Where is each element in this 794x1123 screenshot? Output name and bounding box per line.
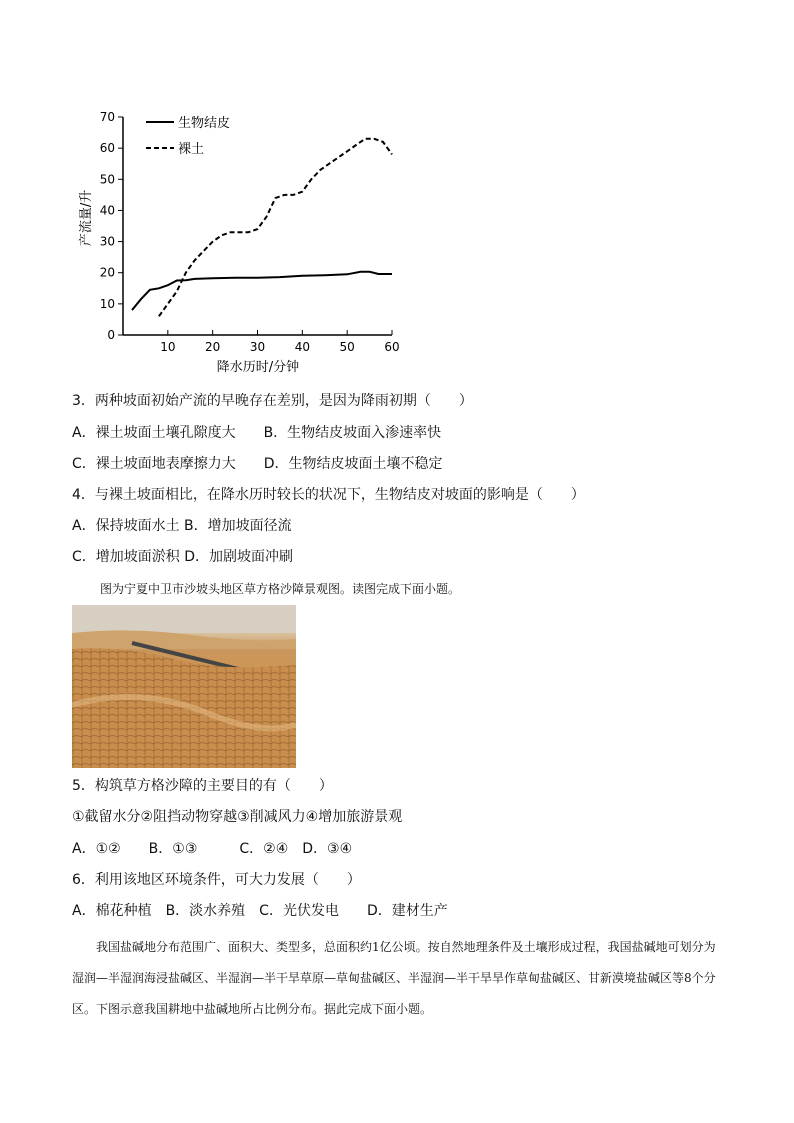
question-4-options-line-1: A．保持坡面水土 B．增加坡面径流: [72, 518, 292, 534]
x-axis-ticks: [160, 330, 399, 354]
intro-sand-barrier: 图为宁夏中卫市沙坡头地区草方格沙障景观图。读图完成下面小题。: [100, 582, 461, 596]
y-tick-label: 30: [99, 234, 115, 249]
x-tick-label: 20: [205, 340, 221, 354]
y-tick-label: 40: [99, 203, 115, 218]
legend-label-biocrust: 生物结皮: [178, 116, 231, 131]
x-tick-label: 10: [160, 340, 176, 354]
question-6-options-line-1: A．棉花种植 B．淡水养殖 C．光伏发电 D．建材生产: [72, 903, 448, 919]
y-axis-ticks: [100, 110, 123, 342]
y-tick-label: 60: [99, 141, 115, 156]
x-axis-label: 降水历时/分钟: [216, 360, 300, 375]
y-tick-label: 10: [99, 296, 115, 311]
question-5-options-line-2: A．①② B．①③ C．②④ D．③④: [72, 841, 353, 857]
runoff-line-chart: [70, 100, 410, 385]
question-5-options-line-1: ①截留水分②阻挡动物穿越③削减风力④增加旅游景观: [72, 809, 403, 825]
question-5-stem: 5．构筑草方格沙障的主要目的有（ ）: [72, 778, 333, 794]
legend-label-bare-soil: 裸土: [178, 142, 205, 157]
question-3-options-line-2: C．裸土坡面地表摩擦力大 D．生物结皮坡面土壤不稳定: [72, 456, 443, 472]
question-4-stem: 4．与裸土坡面相比，在降水历时较长的状况下，生物结皮对坡面的影响是（ ）: [72, 487, 585, 503]
question-6-stem: 6．利用该地区环境条件，可大力发展（ ）: [72, 872, 361, 888]
question-3-stem: 3．两种坡面初始产流的早晚存在差别，是因为降雨初期（ ）: [72, 393, 473, 409]
y-tick-label: 20: [99, 265, 115, 280]
x-tick-label: 40: [294, 340, 310, 354]
intro-saline-land: 我国盐碱地分布范围广、面积大、类型多，总面积约1亿公顷。按自然地理条件及土壤形成过程，我国盐碱地可划分为湿润—半湿润海浸盐碱区、半湿润—半干旱草原—草甸盐碱区、半湿润—半干旱旱作草甸盐碱区、甘新漠境盐碱区等8个分区。下图示意我国耕地中盐碱地所占比例分布。据此完成下面小题。: [72, 940, 716, 1016]
y-tick-label: 70: [99, 110, 115, 124]
legend: [146, 115, 230, 157]
sand-barrier-photo-art: [72, 605, 296, 768]
question-3-options-line-1: A．裸土坡面土壤孔隙度大 B．生物结皮坡面入渗速率快: [72, 425, 442, 441]
y-tick-label: 0: [107, 328, 115, 342]
series-line-bare-soil: [159, 139, 392, 316]
y-axis-label: 产流量/升: [79, 189, 94, 247]
x-tick-label: 50: [339, 340, 355, 354]
x-tick-label: 60: [384, 340, 400, 354]
y-tick-label: 50: [99, 172, 115, 187]
x-tick-label: 30: [249, 340, 266, 354]
series-line-biocrust: [132, 272, 392, 310]
sand-barrier-photo: [72, 605, 296, 768]
question-4-options-line-2: C．增加坡面淤积 D．加剧坡面冲刷: [72, 549, 294, 565]
